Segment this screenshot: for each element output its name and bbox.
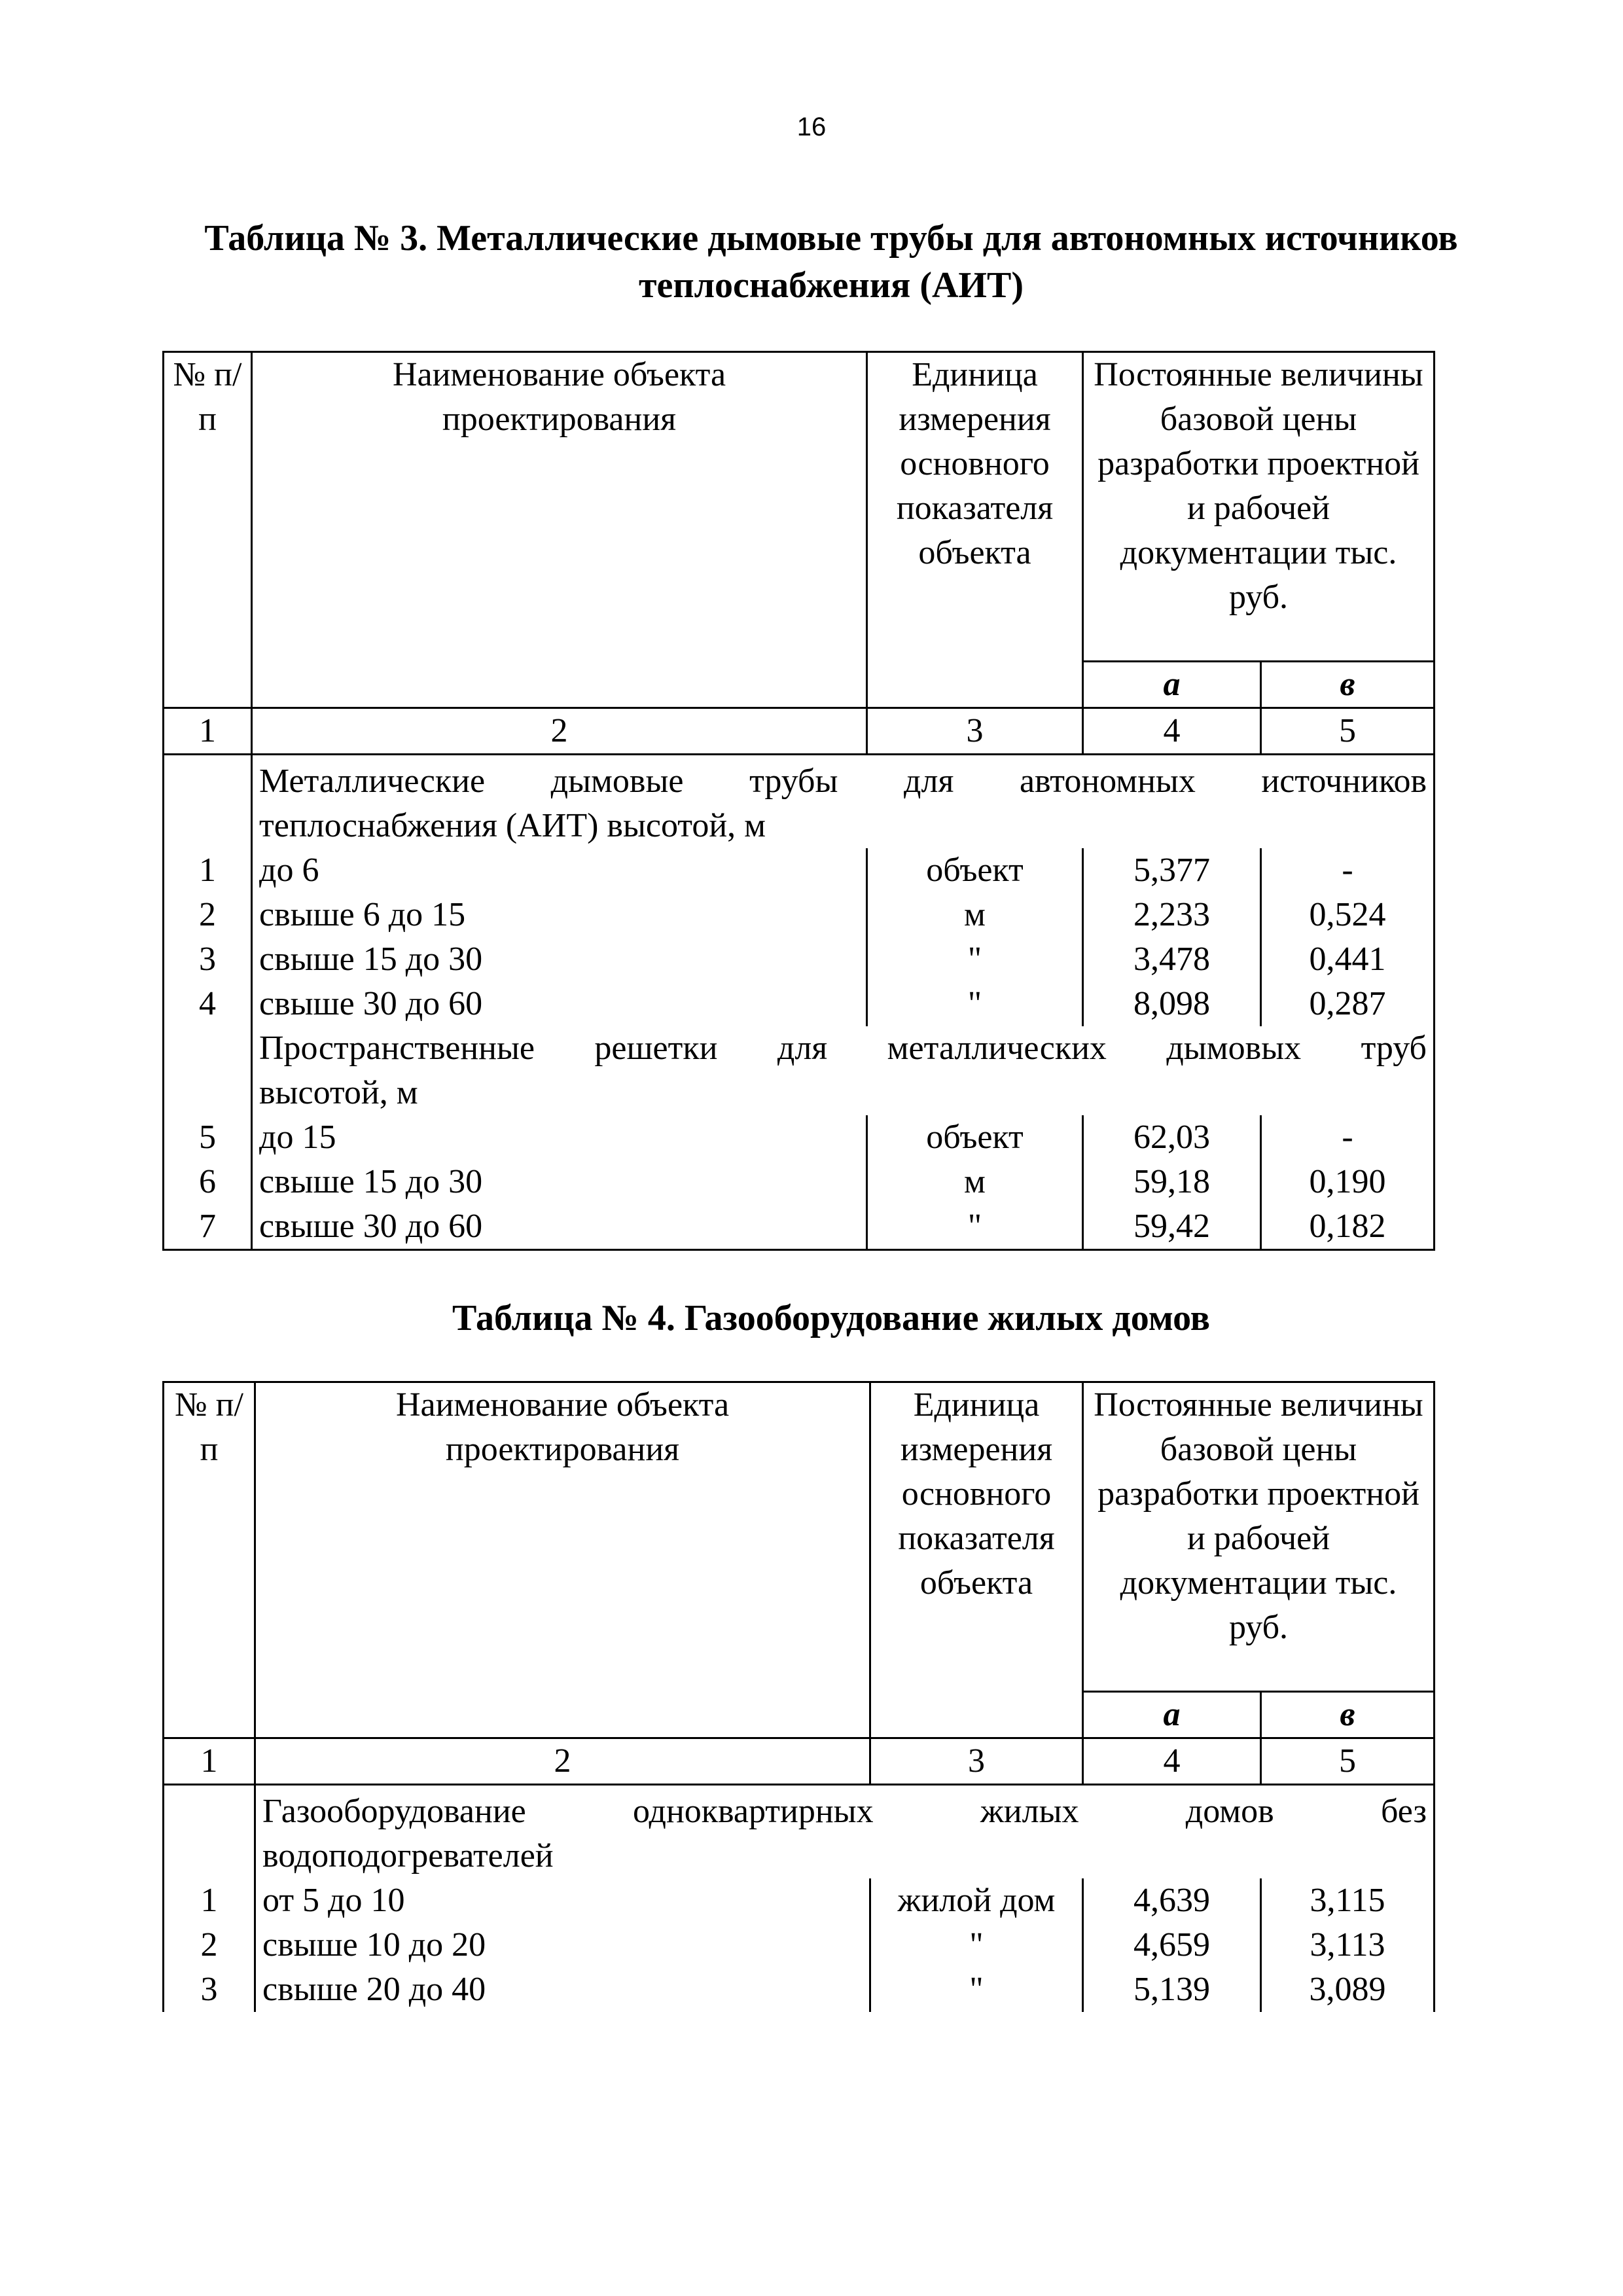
row-b: 0,182 [1261, 1204, 1435, 1250]
row-unit: объект [867, 848, 1083, 893]
row-num: 6 [164, 1160, 252, 1204]
col-index: 2 [255, 1738, 870, 1785]
table3-group-heading [164, 755, 1435, 849]
group-heading-line1: Газооборудование одноквартирных жилых домов без [262, 1793, 1427, 1830]
row-unit: " [870, 1923, 1083, 1967]
header-a: а [1083, 662, 1261, 708]
col-index: 4 [1083, 1738, 1261, 1785]
col-index: 1 [164, 1738, 255, 1785]
group-heading-line1: Пространственные решетки для металлических дымовых труб [259, 1030, 1427, 1067]
row-name: свыше 20 до 40 [255, 1967, 870, 2012]
row-name: свыше 10 до 20 [255, 1923, 870, 1967]
table-row [164, 1878, 1435, 1923]
row-b: 0,441 [1261, 937, 1435, 982]
table4-index-row [164, 1738, 1435, 1785]
table-row [164, 1923, 1435, 1967]
row-b: 3,115 [1261, 1878, 1435, 1923]
row-b: - [1261, 1115, 1435, 1160]
header-const: Постоянные величины базовой цены разработки проектной и рабочей документации тыс. руб. [1083, 352, 1435, 662]
group-heading-line2: водоподогревателей [262, 1837, 554, 1874]
row-unit: объект [867, 1115, 1083, 1160]
header-name: Наименование объекта проектирования [255, 1382, 870, 1738]
group-heading-line2: высотой, м [259, 1074, 418, 1111]
row-unit: " [870, 1967, 1083, 2012]
row-unit: м [867, 1160, 1083, 1204]
col-index: 1 [164, 708, 252, 755]
row-a: 59,42 [1083, 1204, 1261, 1250]
table3-title [157, 215, 1505, 309]
header-const: Постоянные величины базовой цены разработки проектной и рабочей документации тыс. руб. [1083, 1382, 1435, 1692]
row-a: 2,233 [1083, 893, 1261, 937]
table3-title-line2: теплоснабжения (АИТ) [639, 265, 1024, 306]
table4-group-heading [164, 1785, 1435, 1879]
row-num: 5 [164, 1115, 252, 1160]
table3-title-line1: Таблица № 3. Металлические дымовые трубы для автономных источников [204, 218, 1458, 259]
table3-group-heading [164, 1026, 1435, 1115]
row-name: свыше 15 до 30 [252, 937, 867, 982]
row-name: свыше 30 до 60 [252, 1204, 867, 1250]
col-index: 5 [1261, 708, 1435, 755]
header-b: в [1261, 1692, 1435, 1738]
header-num: № п/п [164, 1382, 255, 1738]
row-name: от 5 до 10 [255, 1878, 870, 1923]
row-num: 2 [164, 893, 252, 937]
table3-index-row [164, 708, 1435, 755]
group-heading-line2: теплоснабжения (АИТ) высотой, м [259, 807, 766, 844]
row-num: 3 [164, 937, 252, 982]
row-name: свыше 6 до 15 [252, 893, 867, 937]
row-name: до 15 [252, 1115, 867, 1160]
col-index: 5 [1261, 1738, 1435, 1785]
header-num: № п/п [164, 352, 252, 708]
row-b: 3,089 [1261, 1967, 1435, 2012]
row-num: 7 [164, 1204, 252, 1250]
table-row [164, 1967, 1435, 2012]
table4 [162, 1381, 1435, 2012]
col-index: 2 [252, 708, 867, 755]
header-unit: Единица измерения основного показателя объекта [867, 352, 1083, 708]
header-unit: Единица измерения основного показателя объекта [870, 1382, 1083, 1738]
col-index: 4 [1083, 708, 1261, 755]
row-b: 0,524 [1261, 893, 1435, 937]
row-b: - [1261, 848, 1435, 893]
row-unit: " [867, 937, 1083, 982]
row-name: свыше 30 до 60 [252, 982, 867, 1026]
row-num: 1 [164, 848, 252, 893]
row-unit: " [867, 1204, 1083, 1250]
table-row [164, 982, 1435, 1026]
table3 [162, 351, 1435, 1251]
row-a: 4,639 [1083, 1878, 1261, 1923]
group-heading-line1: Металлические дымовые трубы для автономных источников [259, 762, 1427, 800]
table4-title: Таблица № 4. Газооборудование жилых домов [452, 1298, 1210, 1338]
table-row [164, 937, 1435, 982]
header-b: в [1261, 662, 1435, 708]
table-row [164, 1160, 1435, 1204]
row-a: 8,098 [1083, 982, 1261, 1026]
row-b: 3,113 [1261, 1923, 1435, 1967]
row-num: 1 [164, 1878, 255, 1923]
row-num: 3 [164, 1967, 255, 2012]
row-b: 0,190 [1261, 1160, 1435, 1204]
row-unit: жилой дом [870, 1878, 1083, 1923]
row-a: 5,377 [1083, 848, 1261, 893]
table-row [164, 893, 1435, 937]
row-a: 4,659 [1083, 1923, 1261, 1967]
col-index: 3 [867, 708, 1083, 755]
row-name: свыше 15 до 30 [252, 1160, 867, 1204]
row-unit: " [867, 982, 1083, 1026]
col-index: 3 [870, 1738, 1083, 1785]
row-num: 4 [164, 982, 252, 1026]
row-a: 5,139 [1083, 1967, 1261, 2012]
page-number: 16 [796, 113, 827, 141]
row-unit: м [867, 893, 1083, 937]
table4-header-row [164, 1382, 1435, 1692]
row-name: до 6 [252, 848, 867, 893]
table-row [164, 1115, 1435, 1160]
row-a: 3,478 [1083, 937, 1261, 982]
table-row [164, 848, 1435, 893]
row-a: 62,03 [1083, 1115, 1261, 1160]
table-row [164, 1204, 1435, 1250]
table3-header-row [164, 352, 1435, 662]
row-b: 0,287 [1261, 982, 1435, 1026]
header-a: а [1083, 1692, 1261, 1738]
header-name: Наименование объекта проектирования [252, 352, 867, 708]
row-a: 59,18 [1083, 1160, 1261, 1204]
row-num: 2 [164, 1923, 255, 1967]
